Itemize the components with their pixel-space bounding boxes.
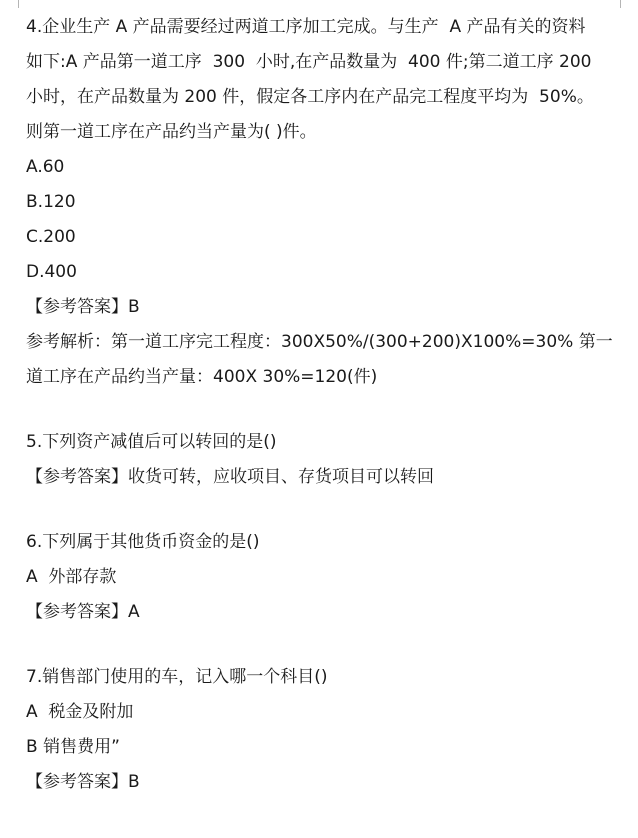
question-6-text: 6.下列属于其他货币资金的是() [26, 532, 260, 552]
question-4-text-line-1: 4.企业生产 A 产品需要经过两道工序加工完成。与生产 A 产品有关的资料 [26, 17, 586, 37]
page-corner-mark-right [620, 0, 629, 8]
question-5-answer: 【参考答案】收货可转，应收项目、存货项目可以转回 [26, 467, 434, 487]
question-7-answer: 【参考答案】B [26, 772, 140, 792]
spacer [26, 630, 610, 660]
question-4-option-c: C.200 [26, 227, 76, 247]
question-4-answer: 【参考答案】B [26, 297, 140, 317]
question-7-option-a: A 税金及附加 [26, 702, 134, 722]
question-4-text-line-2: 如下:A 产品第一道工序 300 小时,在产品数量为 400 件;第二道工序 200 [26, 52, 592, 72]
question-4-text-line-4: 则第一道工序在产品约当产量为( )件。 [26, 122, 317, 142]
question-5-text: 5.下列资产减值后可以转回的是() [26, 432, 277, 452]
question-7-text: 7.销售部门使用的车，记入哪一个科目() [26, 667, 328, 687]
page-corner-mark-left [10, 0, 19, 8]
question-4-analysis-line-2: 道工序在产品约当产量：400X 30%=120(件) [26, 367, 378, 387]
question-6-option-a: A 外部存款 [26, 567, 117, 587]
question-4-analysis-line-1: 参考解析：第一道工序完工程度：300X50%/(300+200)X100%=30% 第一 [26, 332, 613, 352]
question-7-option-b: B 销售费用” [26, 737, 120, 757]
spacer [26, 495, 610, 525]
question-6 [26, 525, 610, 630]
spacer [26, 395, 610, 425]
question-5 [26, 425, 610, 495]
question-6-answer: 【参考答案】A [26, 602, 140, 622]
question-4-option-d: D.400 [26, 262, 77, 282]
question-4 [26, 10, 613, 395]
document-body [26, 10, 613, 800]
question-4-text-line-3: 小时，在产品数量为 200 件，假定各工序内在产品完工程度平均为 50%。 [26, 87, 594, 107]
question-4-option-a: A.60 [26, 157, 65, 177]
question-4-option-b: B.120 [26, 192, 76, 212]
question-7 [26, 660, 610, 800]
